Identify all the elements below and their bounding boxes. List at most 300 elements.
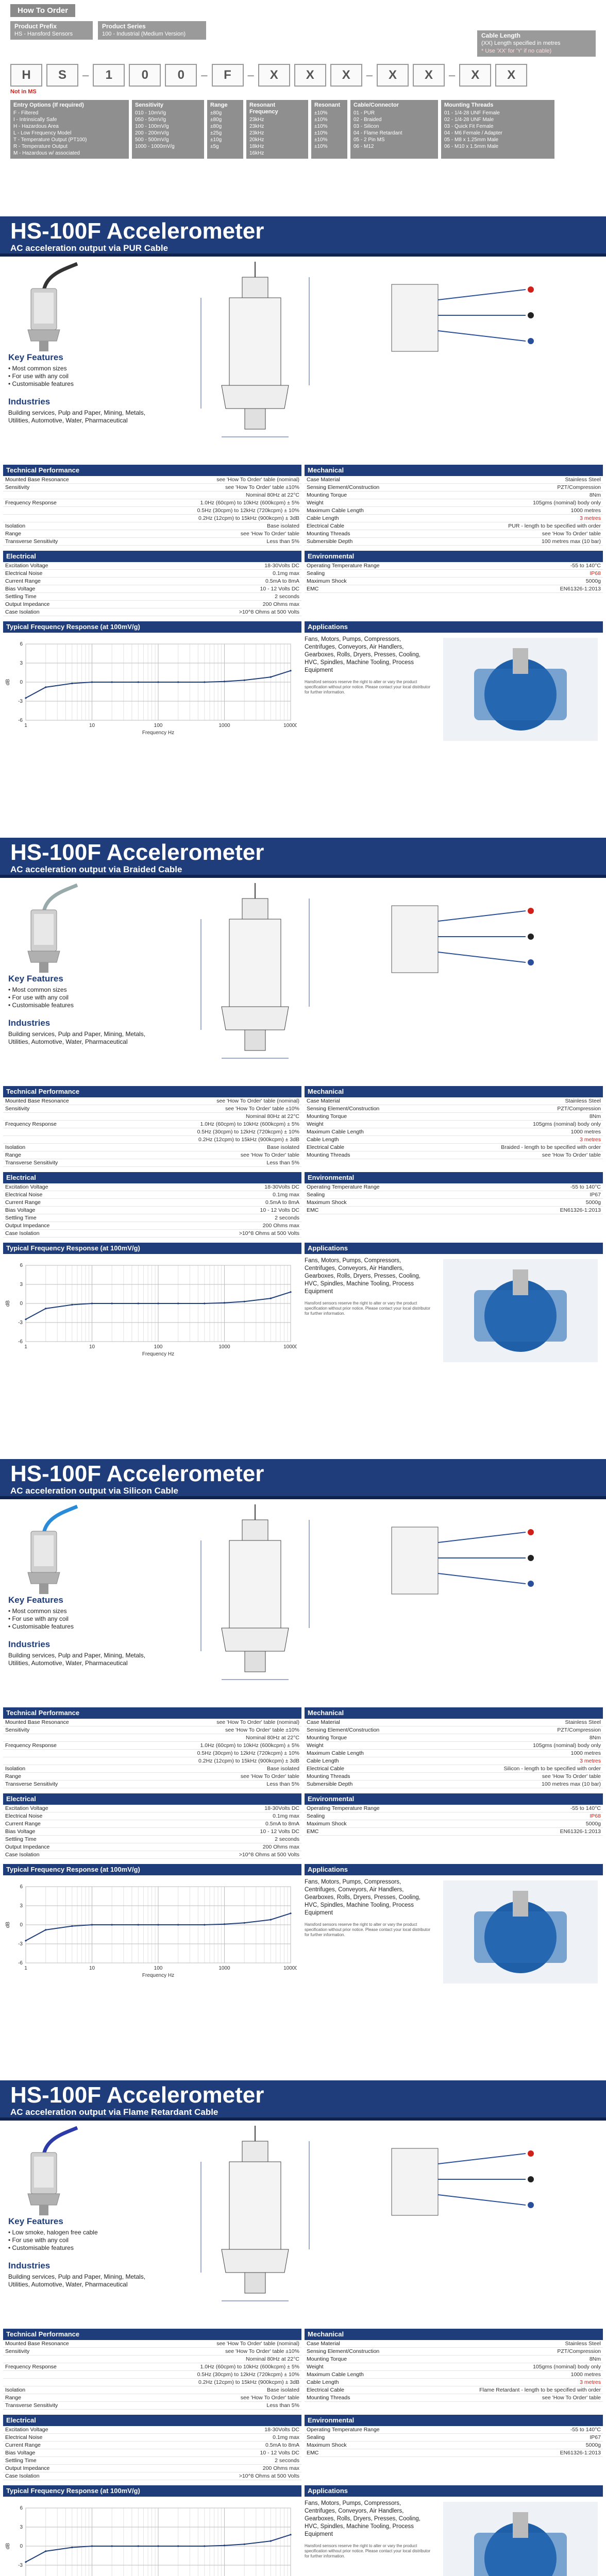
response-point	[45, 2550, 46, 2552]
industries-heading: Industries	[8, 397, 50, 406]
terminal-dot	[528, 312, 534, 318]
spec-value: 1000 metres	[570, 1129, 601, 1135]
bullet-icon: •	[8, 986, 12, 993]
spec-key: Transverse Sensitivity	[5, 1160, 58, 1166]
spec-value: 0.5mA to 8mA	[265, 1821, 299, 1827]
response-point	[45, 686, 46, 688]
spec-row	[305, 570, 603, 578]
spec-value: Nominal 80Hz at 22°C	[246, 492, 299, 498]
spec-value: 10 - 12 Volts DC	[260, 2450, 299, 2456]
order-option-row: ±10%	[314, 124, 328, 129]
spec-key: Transverse Sensitivity	[5, 2402, 58, 2409]
spec-table	[3, 476, 301, 546]
x-tick-label: 1000	[218, 1344, 230, 1350]
overview-area	[0, 257, 606, 465]
mechanical-bar: Mechanical	[305, 465, 603, 476]
terminal-dot	[528, 2150, 534, 2157]
feature-text: Most common sizes	[12, 365, 67, 372]
spec-value: see 'How To Order' table	[542, 531, 601, 537]
spec-key: Submersible Depth	[307, 538, 353, 545]
order-code-box: X	[495, 64, 527, 87]
key-features	[8, 1595, 163, 1631]
industries-text: Building services, Pulp and Paper, Mining, Metals, Utilities, Automotive, Water, Pharmaceutical	[8, 2273, 146, 2288]
applications-note: Hansford sensors reserve the right to alter or vary the product specification without prior notice. Please contact your local distributor for further information.	[305, 1922, 431, 1937]
spec-value: see 'How To Order' table ±10%	[225, 484, 299, 490]
spec-row	[305, 2363, 603, 2371]
spec-key: EMC	[307, 2450, 319, 2456]
gap	[0, 1859, 606, 1864]
order-option-table	[207, 100, 243, 159]
spec-key: Cable Length	[307, 1137, 339, 1143]
response-point	[204, 1302, 205, 1304]
y-tick-label: 3	[20, 1903, 23, 1909]
drawing-cable-gland	[242, 899, 268, 919]
response-point	[204, 1924, 205, 1925]
y-tick-label: -6	[18, 1960, 23, 1966]
response-point	[138, 1924, 139, 1925]
feature-text: Customisable features	[12, 1623, 74, 1630]
spec-value: Less than 5%	[266, 1160, 299, 1166]
spec-pair	[0, 1097, 606, 1167]
spec-bars	[0, 465, 606, 476]
order-option-title: Resonant	[314, 102, 341, 108]
response-point	[177, 2545, 179, 2547]
spec-value: Stainless Steel	[565, 1098, 601, 1104]
order-code-box: F	[212, 64, 244, 87]
spec-row	[3, 515, 301, 522]
mounted-sensor	[513, 2512, 528, 2538]
spec-value: -55 to 140°C	[570, 563, 601, 569]
spec-value: see 'How To Order' table	[542, 1773, 601, 1780]
sensor-hex	[28, 951, 60, 962]
frequency-response-bar: Typical Frequency Response (at 100mV/g)	[3, 2485, 301, 2497]
order-option-row: ±25g	[210, 130, 222, 136]
spec-value: 0.5Hz (30cpm) to 12kHz (720kcpm) ± 10%	[197, 1129, 299, 1135]
spec-row	[3, 593, 301, 601]
spec-key: Sensitivity	[5, 2348, 30, 2354]
wiring-diagram	[371, 885, 596, 1014]
spec-row	[3, 2348, 301, 2355]
spec-key: Mounted Base Resonance	[5, 477, 69, 483]
industries-text: Building services, Pulp and Paper, Mining, Metals, Utilities, Automotive, Water, Pharmaceutical	[8, 409, 146, 424]
spec-key: Range	[5, 531, 21, 537]
x-tick-label: 1000	[218, 1965, 230, 1971]
order-code-box: X	[377, 64, 409, 87]
spec-value: 8Nm	[589, 1735, 601, 1741]
response-point	[157, 1302, 159, 1304]
applications-text: Fans, Motors, Pumps, Compressors, Centrifuges, Conveyors, Air Handlers, Gearboxes, Rolls, Dryers, Presses, Cooling, HVC, Spindles, Machine Tooling, Process Equipment	[305, 1258, 420, 1295]
wire-signal	[438, 1532, 526, 1543]
spec-row	[3, 1105, 301, 1113]
spec-key: Sensitivity	[5, 1727, 30, 1733]
spec-table	[3, 562, 301, 616]
chart-frame	[3, 1254, 298, 1372]
spec-value: PZT/Compression	[557, 484, 601, 490]
terminal-dot	[528, 286, 534, 293]
spec-value: see 'How To Order' table ±10%	[225, 1106, 299, 1112]
spec-key: Case Material	[307, 1098, 340, 1104]
response-point	[224, 1302, 225, 1303]
sensor-photo	[5, 2124, 82, 2222]
feature-text: Customisable features	[12, 380, 74, 387]
y-axis-label: dB	[5, 1921, 11, 1928]
spec-bars	[0, 1864, 606, 1875]
spec-row	[3, 1843, 301, 1851]
spec-row	[3, 1097, 301, 1105]
key-features-list	[8, 365, 163, 388]
feature-item	[8, 1002, 163, 1009]
order-option-row: I - Intrinsically Safe	[13, 117, 57, 123]
spec-value: PZT/Compression	[557, 2348, 601, 2354]
response-point	[244, 1922, 245, 1924]
gap	[0, 546, 606, 551]
spec-value: 2 seconds	[275, 1215, 299, 1221]
response-point	[71, 2547, 73, 2548]
spec-key: Output Impedance	[5, 2465, 50, 2471]
spec-value: 0.2Hz (12cpm) to 15kHz (900kcpm) ± 3dB	[198, 1137, 299, 1143]
order-option-row: 1000 - 1000mV/g	[135, 144, 175, 149]
response-point	[290, 670, 291, 671]
spec-bars	[0, 551, 606, 562]
drawing-thread	[245, 2273, 265, 2293]
key-features	[8, 2216, 163, 2252]
applications-bar: Applications	[305, 1243, 603, 1254]
response-point	[111, 681, 113, 683]
spec-row	[3, 507, 301, 515]
order-option-row: 23kHz	[249, 124, 264, 129]
spec-row	[3, 2434, 301, 2442]
spec-value: 3 metres	[580, 1758, 601, 1764]
spec-table	[305, 562, 603, 616]
spec-key: Frequency Response	[5, 1742, 57, 1749]
wiring-sensor	[392, 1527, 438, 1594]
order-option-row: 05 - 2 Pin MS	[354, 137, 385, 143]
spec-key: Electrical Cable	[307, 2387, 344, 2393]
spec-pair	[0, 1805, 606, 1859]
spec-table	[3, 1805, 301, 1859]
spec-value: Stainless Steel	[565, 2341, 601, 2347]
spec-value: see 'How To Order' table (nominal)	[216, 477, 299, 483]
spec-row	[3, 1144, 301, 1151]
order-option-row: 05 - M8 x 1.25mm Male	[444, 137, 499, 143]
terminal-dot	[528, 2202, 534, 2208]
wire-screen	[438, 2195, 526, 2205]
photo-frame	[5, 1502, 82, 1600]
feature-item	[8, 994, 163, 1002]
spec-row	[305, 499, 603, 507]
spec-value: Base isolated	[266, 2387, 299, 2393]
spec-row	[305, 1207, 603, 1214]
mounted-sensor	[513, 1891, 528, 1917]
spec-key: Output Impedance	[5, 1844, 50, 1850]
spec-row	[3, 562, 301, 570]
terminal-dot	[528, 934, 534, 940]
spec-value: 1.0Hz (60cpm) to 10kHz (600kcpm) ± 5%	[200, 1121, 299, 1127]
spec-key: Mounting Threads	[307, 1773, 350, 1780]
bullet-icon: •	[8, 1623, 12, 1630]
industries	[8, 1639, 163, 1667]
y-tick-label: 0	[20, 680, 23, 685]
feature-item	[8, 1607, 163, 1615]
order-option-row: 01 - PUR	[354, 110, 375, 116]
spec-row	[305, 562, 603, 570]
order-option-row: ±5g	[210, 144, 219, 149]
sensor-hex	[28, 1572, 60, 1584]
spec-key: Current Range	[5, 1199, 41, 1206]
spec-key: Mounted Base Resonance	[5, 1719, 69, 1725]
prefix-value: HS - Hansford Sensors	[14, 31, 73, 37]
spec-key: Electrical Noise	[5, 2434, 43, 2441]
spec-value: 10 - 12 Volts DC	[260, 1828, 299, 1835]
product-title: HS-100F Accelerometer	[10, 840, 264, 865]
spec-value: 8Nm	[589, 1113, 601, 1120]
spec-key: Range	[5, 2395, 21, 2401]
technical-performance-bar: Technical Performance	[3, 1707, 301, 1719]
spec-pair	[0, 1183, 606, 1238]
product-subtitle: AC acceleration output via Flame Retardant Cable	[10, 2107, 218, 2117]
spec-key: Submersible Depth	[307, 1781, 353, 1787]
spec-value: 1.0Hz (60cpm) to 10kHz (600kcpm) ± 5%	[200, 1742, 299, 1749]
wire-signal	[438, 2154, 526, 2164]
x-tick-label: 100	[154, 723, 163, 728]
wiring-sensor	[392, 2148, 438, 2215]
bullet-icon: •	[8, 2244, 12, 2251]
spec-value: Base isolated	[266, 523, 299, 529]
spec-pair	[0, 476, 606, 546]
key-features	[8, 352, 163, 388]
sensor-thread	[39, 962, 48, 973]
order-option-table	[311, 100, 347, 159]
product-title: HS-100F Accelerometer	[10, 2082, 264, 2108]
response-point	[290, 1912, 291, 1914]
y-tick-label: 3	[20, 1282, 23, 1287]
spec-bars	[0, 1243, 606, 1254]
spec-row	[3, 1222, 301, 1230]
spec-value: 0.5Hz (30cpm) to 12kHz (720kcpm) ± 10%	[197, 2371, 299, 2378]
wiring-diagram	[371, 2128, 596, 2257]
order-option-row: 050 - 50mV/g	[135, 117, 166, 123]
response-point	[204, 2545, 205, 2547]
applications-bar: Applications	[305, 621, 603, 633]
spec-key: Settling Time	[5, 594, 37, 600]
spec-key: Mounted Base Resonance	[5, 1098, 69, 1104]
spec-key: Sealing	[307, 2434, 325, 2441]
feature-item	[8, 2229, 163, 2236]
order-option-row: 18kHz	[249, 144, 264, 149]
series-box	[98, 21, 206, 40]
spec-value: Silicon - length to be specified with order	[503, 1766, 601, 1772]
dimension-frame	[170, 883, 340, 1079]
spec-row	[3, 1750, 301, 1757]
spec-value: Flame Retardant - length to be specified with order	[479, 2387, 601, 2393]
spec-value: 100 metres max (10 bar)	[542, 538, 601, 545]
wiring-sensor	[392, 906, 438, 973]
spec-value: 200 Ohms max	[262, 2465, 299, 2471]
spec-value: 2 seconds	[275, 2458, 299, 2464]
spec-bars	[0, 2415, 606, 2426]
dimension-drawing	[170, 1504, 340, 1700]
spec-row	[3, 1136, 301, 1144]
spec-value: IP67	[590, 1192, 601, 1198]
spec-value: 3 metres	[580, 2379, 601, 2385]
response-point	[71, 1304, 73, 1306]
spec-row	[305, 1151, 603, 1159]
x-tick-label: 10000	[283, 1344, 297, 1350]
sensor-thread	[39, 1584, 48, 1594]
spec-key: Current Range	[5, 1821, 41, 1827]
spec-key: Case Material	[307, 477, 340, 483]
spec-row	[3, 530, 301, 538]
spec-value: 5000g	[585, 1199, 601, 1206]
y-tick-label: -6	[18, 718, 23, 723]
spec-value: 1.0Hz (60cpm) to 10kHz (600kcpm) ± 5%	[200, 500, 299, 506]
spec-key: Maximum Cable Length	[307, 507, 364, 514]
motor-body	[474, 2533, 567, 2576]
cable-line	[44, 1506, 77, 1533]
chart-frame	[3, 633, 298, 751]
wiring-frame	[371, 1506, 596, 1635]
response-point	[177, 1302, 179, 1304]
spec-key: Sensing Element/Construction	[307, 484, 380, 490]
order-option-table	[246, 100, 308, 159]
response-point	[71, 1925, 73, 1927]
order-code-box: X	[294, 64, 326, 87]
spec-row	[3, 2340, 301, 2348]
bullet-icon: •	[8, 372, 12, 380]
response-point	[224, 681, 225, 682]
spec-table	[3, 1183, 301, 1238]
chart-frame	[3, 1875, 298, 1994]
cable-value: (XX) Length specified in metres	[481, 40, 561, 46]
gap	[0, 2480, 606, 2485]
spec-row	[3, 538, 301, 546]
drawing-cable-gland	[242, 277, 268, 298]
spec-row	[305, 522, 603, 530]
product-title: HS-100F Accelerometer	[10, 1461, 264, 1486]
spec-key: Bias Voltage	[5, 1207, 36, 1213]
spec-key: Mounting Torque	[307, 1735, 347, 1741]
order-tables	[10, 100, 596, 159]
spec-key: Electrical Cable	[307, 1144, 344, 1150]
spec-bars	[0, 1707, 606, 1719]
terminal-dot	[528, 959, 534, 965]
spec-key: Cable Length	[307, 1758, 339, 1764]
drawing-thread	[245, 1651, 265, 1672]
bullet-icon: •	[8, 1607, 12, 1615]
y-tick-label: -3	[18, 2563, 23, 2568]
frequency-response-bar: Typical Frequency Response (at 100mV/g)	[3, 1243, 301, 1254]
spec-value: 3 metres	[580, 1137, 601, 1143]
feature-item	[8, 1615, 163, 1623]
feature-text: For use with any coil	[12, 1615, 69, 1622]
spec-value: >10^8 Ohms at 500 Volts	[239, 1852, 299, 1858]
wire-signal	[438, 290, 526, 300]
key-features-list	[8, 986, 163, 1009]
spec-row	[305, 1199, 603, 1207]
key-features-list	[8, 2229, 163, 2252]
terminal-dot	[528, 1581, 534, 1587]
response-point	[138, 681, 139, 683]
spec-key: Isolation	[5, 2387, 26, 2393]
feature-text: Most common sizes	[12, 1607, 67, 1615]
drawing-thread	[245, 409, 265, 429]
gap	[0, 1238, 606, 1243]
sensor-photo	[5, 1502, 82, 1600]
spec-row	[305, 585, 603, 593]
spec-row	[3, 601, 301, 608]
spec-row	[3, 2472, 301, 2480]
spec-row	[3, 1742, 301, 1750]
applications-box	[301, 2497, 603, 2576]
spec-key: Frequency Response	[5, 1121, 57, 1127]
spec-row	[3, 484, 301, 492]
spec-row	[3, 2379, 301, 2386]
spec-key: Bias Voltage	[5, 586, 36, 592]
sensor-highlight	[34, 1535, 54, 1566]
spec-value: -55 to 140°C	[570, 2427, 601, 2433]
order-code-box: X	[258, 64, 290, 87]
spec-row	[305, 1719, 603, 1726]
spec-value: 1.0Hz (60cpm) to 10kHz (600kcpm) ± 5%	[200, 2364, 299, 2370]
order-option-row: ±10%	[314, 110, 328, 116]
drawing-thread	[245, 1030, 265, 1050]
spec-key: EMC	[307, 586, 319, 592]
section-banner	[0, 216, 606, 257]
spec-row	[305, 1144, 603, 1151]
technical-performance-bar: Technical Performance	[3, 465, 301, 476]
spec-value: 200 Ohms max	[262, 601, 299, 607]
frequency-response-chart	[3, 1254, 297, 1357]
feature-item	[8, 365, 163, 372]
spec-value: Stainless Steel	[565, 1719, 601, 1725]
sensor-thread	[39, 2205, 48, 2215]
spec-value: 0.5mA to 8mA	[265, 2442, 299, 2448]
spec-value: Stainless Steel	[565, 477, 601, 483]
bottom-pair	[0, 2497, 606, 2576]
key-features	[8, 974, 163, 1009]
order-option-row: 010 - 10mV/g	[135, 110, 166, 116]
spec-value: see 'How To Order' table	[542, 1152, 601, 1158]
drawing-body	[229, 919, 281, 1007]
spec-key: Weight	[307, 2364, 324, 2370]
product-section	[0, 2080, 606, 2576]
response-point	[25, 1940, 26, 1941]
spec-value: Nominal 80Hz at 22°C	[246, 2356, 299, 2362]
spec-key: EMC	[307, 1207, 319, 1213]
spec-value: 2 seconds	[275, 1836, 299, 1842]
response-point	[244, 1301, 245, 1302]
response-point	[270, 1919, 272, 1921]
spec-key: Mounting Torque	[307, 2356, 347, 2362]
order-code-box: S	[46, 64, 78, 87]
gap	[0, 1788, 606, 1793]
applications-bar: Applications	[305, 2485, 603, 2497]
cable-line	[44, 2128, 77, 2155]
frequency-response-chart	[3, 1875, 297, 1978]
spec-row	[3, 1820, 301, 1828]
dimension-drawing	[170, 2126, 340, 2321]
order-option-row: 23kHz	[249, 130, 264, 136]
x-tick-label: 100	[154, 1965, 163, 1971]
order-option-row: 04 - M6 Female / Adapter	[444, 130, 502, 136]
order-code-box: X	[459, 64, 491, 87]
spec-row	[3, 2426, 301, 2434]
response-point	[204, 681, 205, 683]
order-option-row: ±10%	[314, 130, 328, 136]
drawing-body	[229, 298, 281, 385]
key-features-heading: Key Features	[8, 2216, 63, 2226]
feature-text: Customisable features	[12, 2244, 74, 2251]
